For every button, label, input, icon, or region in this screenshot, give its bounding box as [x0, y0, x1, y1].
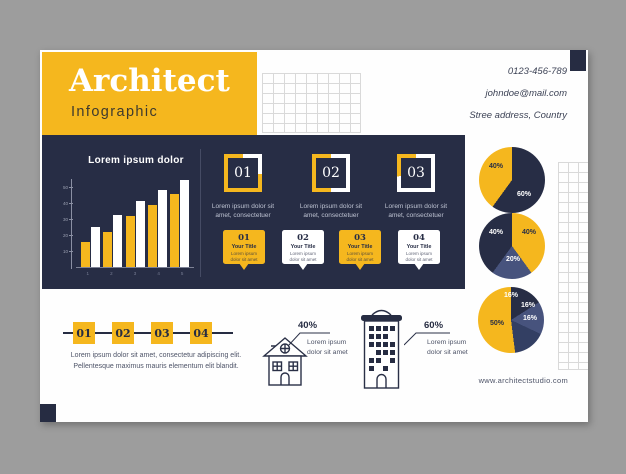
- contact-phone: 0123-456-789: [507, 66, 567, 77]
- bar-white-series: [136, 201, 145, 267]
- corner-square-bottom-left: [40, 404, 56, 422]
- x-axis-labels: [76, 271, 194, 276]
- step-number: 01: [228, 158, 258, 188]
- step-text: Lorem ipsum dolor sit amet, consectetuer: [384, 203, 448, 220]
- bar-chart: [76, 180, 194, 268]
- y-tick-label: 10: [50, 249, 68, 254]
- bar-yellow-series: [81, 242, 90, 267]
- badge-title: Your Title: [347, 243, 373, 250]
- pie-slice-label: 40%: [489, 163, 504, 170]
- pie-slice-label: 50%: [490, 320, 505, 327]
- pie-slice-label: 20%: [506, 256, 521, 263]
- step-square-01: [224, 154, 262, 192]
- timeline-square-01: 01: [73, 322, 95, 344]
- poster-title: Architect: [69, 63, 230, 99]
- bar-group: [170, 180, 189, 267]
- y-tick-label: 20: [50, 233, 68, 238]
- bar-white-series: [113, 215, 122, 267]
- timeline-square-03: 03: [151, 322, 173, 344]
- timeline-square-04: 04: [190, 322, 212, 344]
- bar-yellow-series: [170, 194, 179, 267]
- bar-white-series: [180, 180, 189, 267]
- badge-text: Lorem ipsum dolor sit amet: [346, 251, 374, 262]
- step-text: Lorem ipsum dolor sit amet, consectetuer: [211, 203, 275, 220]
- badge-number: 01: [238, 233, 250, 243]
- bar-yellow-series: [148, 205, 157, 267]
- corner-square-top-right: [570, 50, 586, 71]
- badge-text: Lorem ipsum dolor sit amet: [405, 251, 433, 262]
- timeline-caption: [55, 351, 257, 372]
- badge-text: Lorem ipsum dolor sit amet: [230, 251, 258, 262]
- x-tick-label: 3: [133, 271, 137, 276]
- pie-slice-label: 40%: [522, 229, 537, 236]
- timeline-caption-line2: Pellentesque maximus mauris elementum elit blandit.: [73, 362, 239, 370]
- infographic-poster: [40, 50, 588, 422]
- step-square-03: [397, 154, 435, 192]
- badge-number: 03: [354, 233, 366, 243]
- bar-chart-title: Lorem ipsum dolor: [88, 155, 184, 166]
- pie-slice-label: 40%: [489, 229, 504, 236]
- dark-panel: [42, 135, 465, 289]
- bar-group: [81, 180, 100, 267]
- house-caption: Lorem ipsum dolor sit amet: [307, 339, 348, 356]
- bar-group: [148, 180, 167, 267]
- pie-chart-2: [479, 213, 545, 279]
- title-badge-01: [223, 230, 265, 264]
- bar-group: [126, 180, 145, 267]
- pie-slice-label: 60%: [517, 191, 532, 198]
- y-tick-label: 50: [50, 185, 68, 190]
- pie-chart-1: [479, 147, 545, 213]
- bar-white-series: [158, 190, 167, 268]
- badge-number: 04: [413, 233, 425, 243]
- grid-pattern-top: [262, 73, 361, 133]
- pie-slice-label: 16%: [523, 315, 538, 322]
- contact-email: johndoe@mail.com: [485, 88, 567, 99]
- panel-divider: [200, 149, 201, 277]
- badge-title: Your Title: [290, 243, 316, 250]
- y-tick-label: 40: [50, 201, 68, 206]
- pie-chart-3: [478, 287, 544, 353]
- step-square-02: [312, 154, 350, 192]
- x-tick-label: 5: [180, 271, 184, 276]
- bar-yellow-series: [126, 216, 135, 267]
- timeline-caption-line1: Lorem ipsum dolor sit amet, consectetur adipiscing elit.: [70, 352, 242, 359]
- x-tick-label: 4: [157, 271, 160, 276]
- title-badge-04: [398, 230, 440, 264]
- step-number: 03: [401, 158, 431, 188]
- x-tick-label: 2: [110, 271, 113, 276]
- grid-pattern-right: [558, 162, 588, 370]
- title-block: [42, 52, 257, 135]
- poster-subtitle: Infographic: [71, 104, 159, 120]
- contact-address: Stree address, Country: [469, 110, 567, 121]
- pie-slice-label: 16%: [521, 302, 536, 309]
- pie-slice-label: 16%: [504, 292, 519, 299]
- badge-number: 02: [297, 233, 309, 243]
- building-icon: [358, 307, 405, 389]
- website-url: www.architectstudio.com: [478, 376, 568, 385]
- badge-text: Lorem ipsum dolor sit amet: [289, 251, 317, 262]
- y-tick-label: 30: [50, 217, 68, 222]
- contact-info: [469, 61, 567, 127]
- badge-title: Your Title: [231, 243, 257, 250]
- title-badge-03: [339, 230, 381, 264]
- badge-title: Your Title: [406, 243, 432, 250]
- house-percent: 40%: [298, 320, 318, 331]
- building-percent: 60%: [424, 320, 444, 331]
- timeline-square-02: 02: [112, 322, 134, 344]
- y-axis-line: [71, 179, 72, 269]
- bar-group: [103, 180, 122, 267]
- x-tick-label: 1: [86, 271, 90, 276]
- bar-yellow-series: [103, 232, 112, 267]
- step-number: 02: [316, 158, 346, 188]
- y-axis-ticks: [48, 180, 68, 268]
- bar-white-series: [91, 227, 100, 267]
- step-text: Lorem ipsum dolor sit amet, consectetuer: [299, 203, 363, 220]
- building-caption: Lorem ipsum dolor sit amet: [427, 339, 468, 356]
- title-badge-02: [282, 230, 324, 264]
